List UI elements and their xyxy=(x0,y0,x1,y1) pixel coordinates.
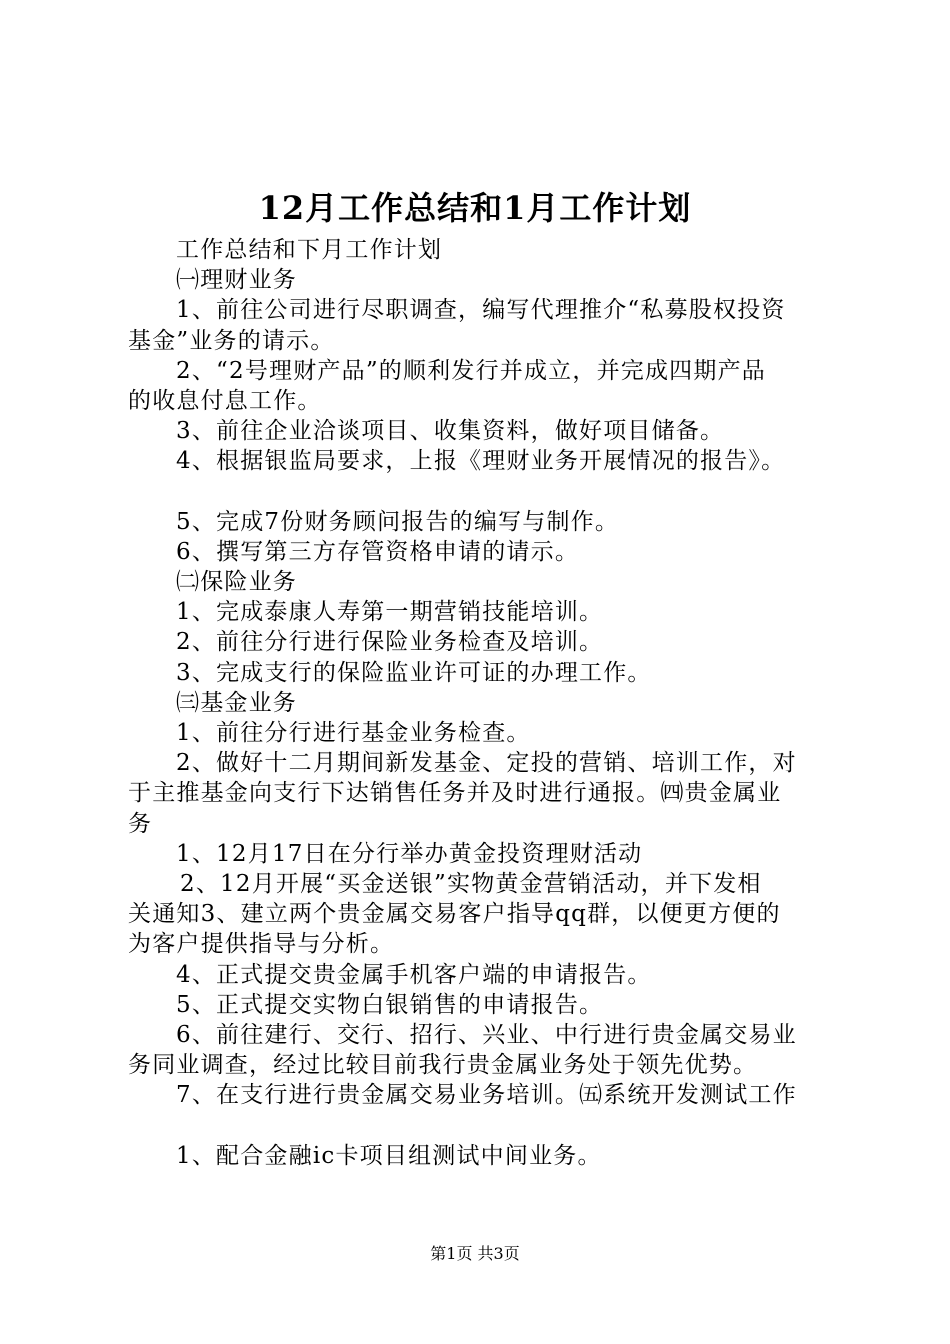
document-title: 12月工作总结和1月工作计划 xyxy=(258,189,692,227)
paragraph-line: 基金”业务的请示。 xyxy=(128,327,335,354)
paragraph-line: 的收息付息工作。 xyxy=(128,387,322,414)
paragraph-line: 为客户提供指导与分析。 xyxy=(128,931,395,958)
paragraph-line: 1、前往分行进行基金业务检查。 xyxy=(176,720,531,746)
paragraph-line: 2、前往分行进行保险业务检查及培训。 xyxy=(176,629,604,656)
paragraph-line: 4、根据银监局要求，上报《理财业务开展情况的报告》。 xyxy=(176,448,786,475)
section-heading: ㈡保险业务 xyxy=(176,569,297,596)
paragraph-line: 关通知3、建立两个贵金属交易客户指导qq群，以便更方便的 xyxy=(128,901,781,928)
paragraph-line: 2、“2号理财产品”的顺利发行并成立，并完成四期产品 xyxy=(176,357,766,384)
paragraph-line: 2、做好十二月期间新发基金、定投的营销、培训工作，对 xyxy=(176,750,797,777)
paragraph-line: 1、完成泰康人寿第一期营销技能培训。 xyxy=(176,599,604,626)
blank-line xyxy=(128,477,838,507)
paragraph-line: 工作总结和下月工作计划 xyxy=(176,237,443,263)
paragraph-line: 4、正式提交贵金属手机客户端的申请报告。 xyxy=(176,961,652,988)
paragraph-line: 于主推基金向支行下达销售任务并及时进行通报。㈣贵金属业 xyxy=(128,780,782,807)
paragraph-line: 5、完成7份财务顾问报告的编写与制作。 xyxy=(176,508,620,535)
paragraph-line: 务 xyxy=(128,810,153,837)
paragraph-line: 6、撰写第三方存管资格申请的请示。 xyxy=(176,538,580,565)
paragraph-line: 7、在支行进行贵金属交易业务培训。㈤系统开发测试工作 xyxy=(176,1082,797,1109)
paragraph-line: 3、前往企业洽谈项目、收集资料，做好项目储备。 xyxy=(176,418,725,445)
paragraph-line: 1、12月17日在分行举办黄金投资理财活动 xyxy=(176,840,643,867)
paragraph-line: 6、前往建行、交行、招行、兴业、中行进行贵金属交易业 xyxy=(176,1021,797,1048)
paragraph-line: 1、前往公司进行尽职调查，编写代理推介“私募股权投资 xyxy=(176,297,786,324)
page-footer: 第1页 共3页 xyxy=(430,1244,520,1263)
paragraph-line: 5、正式提交实物白银销售的申请报告。 xyxy=(176,991,604,1018)
paragraph-line: 2、12月开展“买金送银”实物黄金营销活动，并下发相 xyxy=(180,870,762,897)
document-body xyxy=(128,235,838,1171)
section-heading: ㈠理财业务 xyxy=(176,267,297,294)
blank-line xyxy=(128,1110,838,1140)
paragraph-line: 3、完成支行的保险监业许可证的办理工作。 xyxy=(176,659,652,686)
paragraph-line: 务同业调查，经过比较目前我行贵金属业务处于领先优势。 xyxy=(128,1052,758,1079)
paragraph-line: 1、配合金融ic卡项目组测试中间业务。 xyxy=(176,1142,602,1169)
section-heading: ㈢基金业务 xyxy=(176,689,297,716)
